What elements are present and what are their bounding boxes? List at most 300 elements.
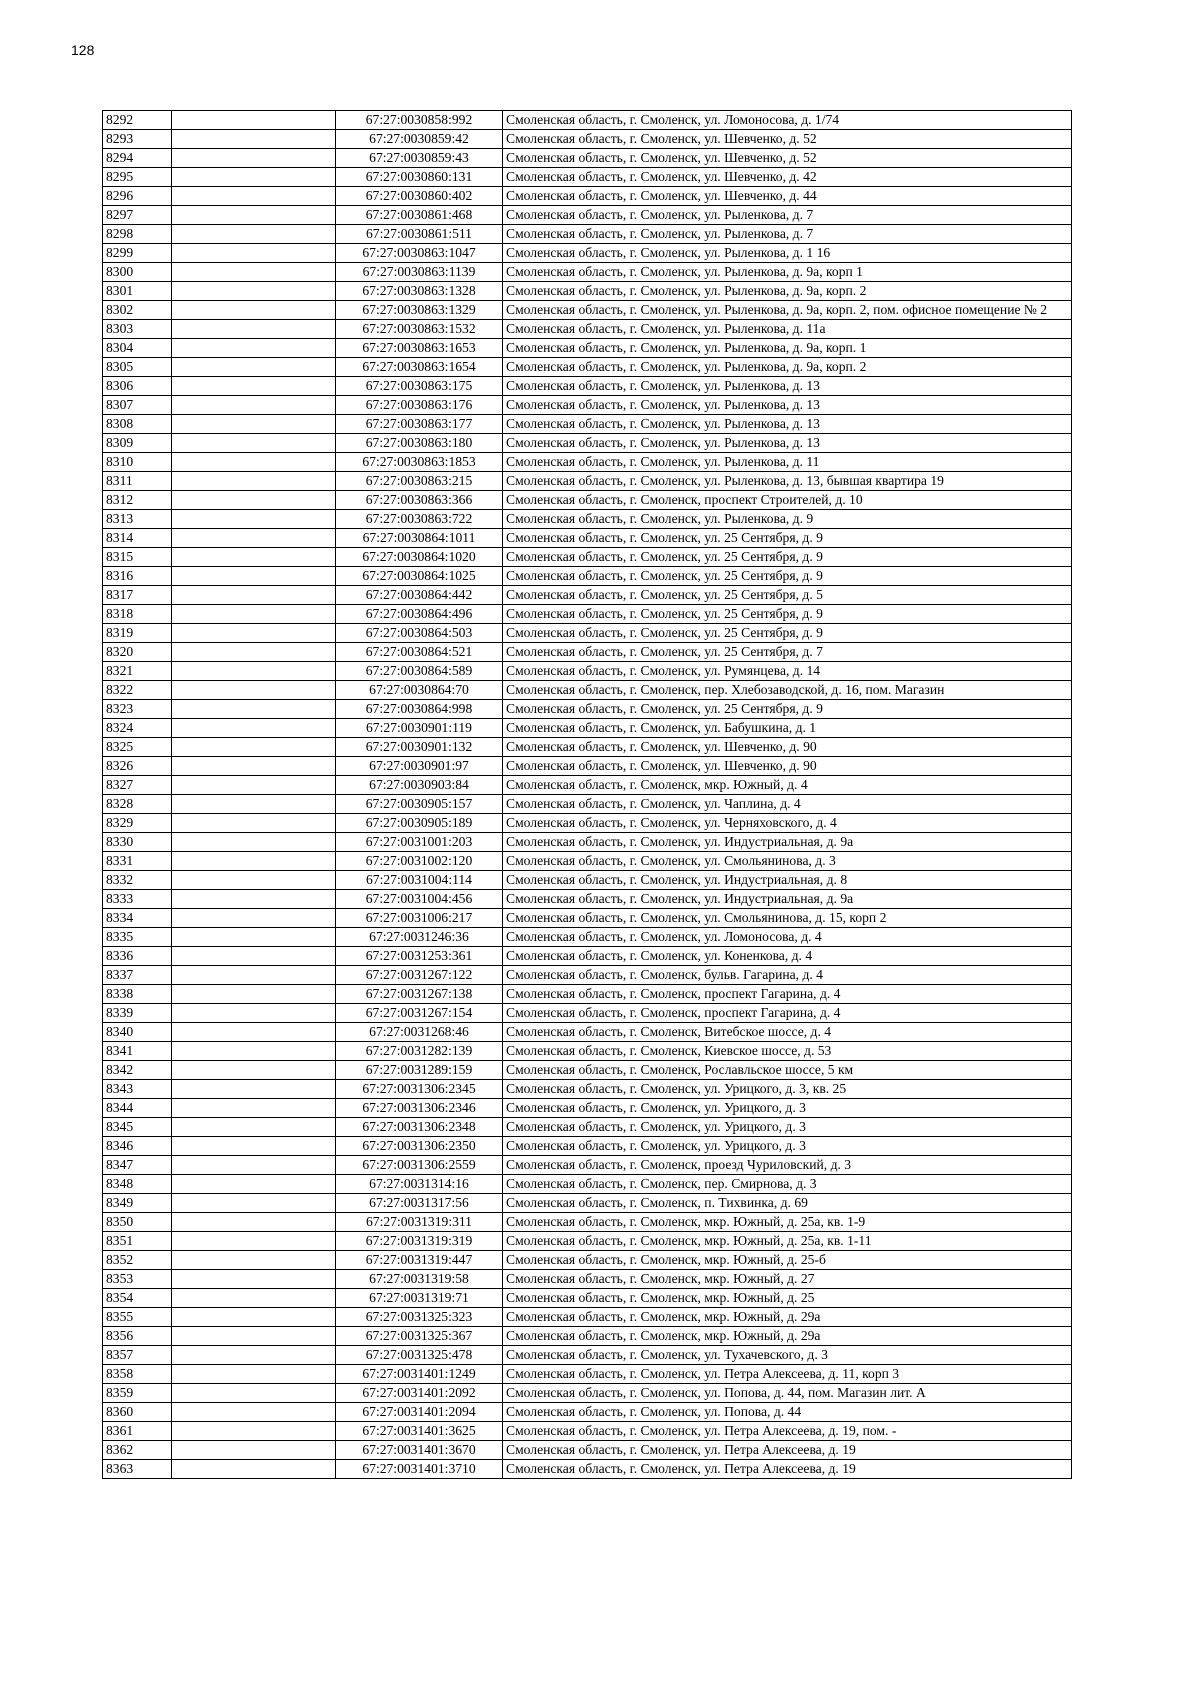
address-cell: Смоленская область, г. Смоленск, мкр. Южный, д. 4: [503, 776, 1072, 795]
table-row: [103, 643, 1072, 662]
row-number-cell: 8337: [103, 966, 172, 985]
address-cell: Смоленская область, г. Смоленск, ул. Попова, д. 44: [503, 1403, 1072, 1422]
address-cell: Смоленская область, г. Смоленск, ул. Смольянинова, д. 3: [503, 852, 1072, 871]
cadastral-number-cell: 67:27:0031401:2094: [336, 1403, 503, 1422]
address-cell: Смоленская область, г. Смоленск, ул. Урицкого, д. 3: [503, 1137, 1072, 1156]
cadastral-number-cell: 67:27:0030864:442: [336, 586, 503, 605]
row-number-cell: 8294: [103, 149, 172, 168]
row-number-cell: 8302: [103, 301, 172, 320]
table-row: [103, 871, 1072, 890]
row-number-cell: 8318: [103, 605, 172, 624]
cadastral-number-cell: 67:27:0030863:1329: [336, 301, 503, 320]
row-number-cell: 8295: [103, 168, 172, 187]
address-cell: Смоленская область, г. Смоленск, ул. Рыленкова, д. 1 16: [503, 244, 1072, 263]
cadastral-number-cell: 67:27:0030901:97: [336, 757, 503, 776]
empty-cell: [172, 377, 336, 396]
address-cell: Смоленская область, г. Смоленск, ул. 25 Сентября, д. 9: [503, 548, 1072, 567]
cadastral-number-cell: 67:27:0031314:16: [336, 1175, 503, 1194]
table-row: [103, 833, 1072, 852]
empty-cell: [172, 206, 336, 225]
empty-cell: [172, 111, 336, 130]
empty-cell: [172, 1289, 336, 1308]
table-row: [103, 510, 1072, 529]
row-number-cell: 8315: [103, 548, 172, 567]
empty-cell: [172, 1061, 336, 1080]
table-row: [103, 1156, 1072, 1175]
empty-cell: [172, 947, 336, 966]
cadastral-number-cell: 67:27:0030903:84: [336, 776, 503, 795]
row-number-cell: 8352: [103, 1251, 172, 1270]
empty-cell: [172, 320, 336, 339]
table-row: [103, 814, 1072, 833]
cadastral-number-cell: 67:27:0031004:114: [336, 871, 503, 890]
cadastral-number-cell: 67:27:0031306:2345: [336, 1080, 503, 1099]
empty-cell: [172, 168, 336, 187]
address-cell: Смоленская область, г. Смоленск, ул. 25 Сентября, д. 5: [503, 586, 1072, 605]
row-number-cell: 8300: [103, 263, 172, 282]
row-number-cell: 8361: [103, 1422, 172, 1441]
row-number-cell: 8314: [103, 529, 172, 548]
empty-cell: [172, 814, 336, 833]
table-row: [103, 149, 1072, 168]
table-row: [103, 662, 1072, 681]
row-number-cell: 8319: [103, 624, 172, 643]
table-row: [103, 1232, 1072, 1251]
table-row: [103, 757, 1072, 776]
address-cell: Смоленская область, г. Смоленск, пер. Хлебозаводской, д. 16, пом. Магазин: [503, 681, 1072, 700]
empty-cell: [172, 339, 336, 358]
row-number-cell: 8322: [103, 681, 172, 700]
row-number-cell: 8358: [103, 1365, 172, 1384]
row-number-cell: 8309: [103, 434, 172, 453]
table-row: [103, 605, 1072, 624]
row-number-cell: 8340: [103, 1023, 172, 1042]
address-cell: Смоленская область, г. Смоленск, ул. Рыленкова, д. 13: [503, 434, 1072, 453]
row-number-cell: 8324: [103, 719, 172, 738]
table-row: [103, 491, 1072, 510]
row-number-cell: 8341: [103, 1042, 172, 1061]
empty-cell: [172, 586, 336, 605]
cadastral-number-cell: 67:27:0030864:1011: [336, 529, 503, 548]
cadastral-number-cell: 67:27:0031319:58: [336, 1270, 503, 1289]
empty-cell: [172, 244, 336, 263]
cadastral-number-cell: 67:27:0031268:46: [336, 1023, 503, 1042]
empty-cell: [172, 130, 336, 149]
row-number-cell: 8316: [103, 567, 172, 586]
table-row: [103, 1270, 1072, 1289]
address-cell: Смоленская область, г. Смоленск, бульв. Гагарина, д. 4: [503, 966, 1072, 985]
cadastral-number-cell: 67:27:0031401:1249: [336, 1365, 503, 1384]
empty-cell: [172, 225, 336, 244]
empty-cell: [172, 643, 336, 662]
row-number-cell: 8327: [103, 776, 172, 795]
address-cell: Смоленская область, г. Смоленск, ул. 25 Сентября, д. 9: [503, 567, 1072, 586]
table-row: [103, 1080, 1072, 1099]
table-row: [103, 738, 1072, 757]
table-row: [103, 1289, 1072, 1308]
table-row: [103, 1384, 1072, 1403]
address-cell: Смоленская область, г. Смоленск, ул. Индустриальная, д. 8: [503, 871, 1072, 890]
table-body: [103, 111, 1072, 1479]
address-cell: Смоленская область, г. Смоленск, ул. Рыленкова, д. 9а, корп. 2: [503, 282, 1072, 301]
address-cell: Смоленская область, г. Смоленск, ул. Рыленкова, д. 9а, корп. 2, пом. офисное помещение № 2: [503, 301, 1072, 320]
table-row: [103, 795, 1072, 814]
row-number-cell: 8354: [103, 1289, 172, 1308]
row-number-cell: 8355: [103, 1308, 172, 1327]
table-row: [103, 1118, 1072, 1137]
row-number-cell: 8313: [103, 510, 172, 529]
address-cell: Смоленская область, г. Смоленск, ул. Петра Алексеева, д. 19, пом. -: [503, 1422, 1072, 1441]
cadastral-number-cell: 67:27:0031325:323: [336, 1308, 503, 1327]
empty-cell: [172, 1270, 336, 1289]
address-cell: Смоленская область, г. Смоленск, ул. Смольянинова, д. 15, корп 2: [503, 909, 1072, 928]
row-number-cell: 8312: [103, 491, 172, 510]
empty-cell: [172, 605, 336, 624]
address-cell: Смоленская область, г. Смоленск, ул. Румянцева, д. 14: [503, 662, 1072, 681]
empty-cell: [172, 1460, 336, 1479]
address-cell: Смоленская область, г. Смоленск, ул. Шевченко, д. 52: [503, 149, 1072, 168]
empty-cell: [172, 1308, 336, 1327]
cadastral-number-cell: 67:27:0031267:154: [336, 1004, 503, 1023]
cadastral-number-cell: 67:27:0030901:119: [336, 719, 503, 738]
address-cell: Смоленская область, г. Смоленск, ул. Рыленкова, д. 11а: [503, 320, 1072, 339]
cadastral-number-cell: 67:27:0030864:496: [336, 605, 503, 624]
address-cell: Смоленская область, г. Смоленск, пер. Смирнова, д. 3: [503, 1175, 1072, 1194]
cadastral-number-cell: 67:27:0030864:503: [336, 624, 503, 643]
cadastral-number-cell: 67:27:0030864:70: [336, 681, 503, 700]
row-number-cell: 8323: [103, 700, 172, 719]
address-cell: Смоленская область, г. Смоленск, ул. Петра Алексеева, д. 19: [503, 1460, 1072, 1479]
address-cell: Смоленская область, г. Смоленск, ул. Чаплина, д. 4: [503, 795, 1072, 814]
row-number-cell: 8321: [103, 662, 172, 681]
table-row: [103, 1004, 1072, 1023]
cadastral-number-cell: 67:27:0030864:998: [336, 700, 503, 719]
table-row: [103, 966, 1072, 985]
address-cell: Смоленская область, г. Смоленск, ул. Шевченко, д. 44: [503, 187, 1072, 206]
address-cell: Смоленская область, г. Смоленск, ул. Рыленкова, д. 7: [503, 225, 1072, 244]
table-row: [103, 1422, 1072, 1441]
address-cell: Смоленская область, г. Смоленск, мкр. Южный, д. 25а, кв. 1-11: [503, 1232, 1072, 1251]
empty-cell: [172, 757, 336, 776]
row-number-cell: 8297: [103, 206, 172, 225]
address-cell: Смоленская область, г. Смоленск, ул. Коненкова, д. 4: [503, 947, 1072, 966]
address-cell: Смоленская область, г. Смоленск, п. Тихвинка, д. 69: [503, 1194, 1072, 1213]
empty-cell: [172, 567, 336, 586]
row-number-cell: 8311: [103, 472, 172, 491]
row-number-cell: 8331: [103, 852, 172, 871]
row-number-cell: 8346: [103, 1137, 172, 1156]
empty-cell: [172, 966, 336, 985]
table-row: [103, 187, 1072, 206]
row-number-cell: 8298: [103, 225, 172, 244]
cadastral-number-cell: 67:27:0031267:138: [336, 985, 503, 1004]
row-number-cell: 8336: [103, 947, 172, 966]
table-row: [103, 681, 1072, 700]
address-cell: Смоленская область, г. Смоленск, ул. Попова, д. 44, пом. Магазин лит. А: [503, 1384, 1072, 1403]
row-number-cell: 8334: [103, 909, 172, 928]
address-cell: Смоленская область, г. Смоленск, мкр. Южный, д. 25-б: [503, 1251, 1072, 1270]
table-row: [103, 624, 1072, 643]
table-row: [103, 434, 1072, 453]
row-number-cell: 8296: [103, 187, 172, 206]
empty-cell: [172, 149, 336, 168]
table-row: [103, 852, 1072, 871]
row-number-cell: 8348: [103, 1175, 172, 1194]
empty-cell: [172, 301, 336, 320]
table-row: [103, 1251, 1072, 1270]
row-number-cell: 8359: [103, 1384, 172, 1403]
address-cell: Смоленская область, г. Смоленск, проезд Чуриловский, д. 3: [503, 1156, 1072, 1175]
address-cell: Смоленская область, г. Смоленск, ул. Рыленкова, д. 9а, корп. 2: [503, 358, 1072, 377]
empty-cell: [172, 833, 336, 852]
table-row: [103, 548, 1072, 567]
table-row: [103, 206, 1072, 225]
empty-cell: [172, 1441, 336, 1460]
row-number-cell: 8303: [103, 320, 172, 339]
cadastral-number-cell: 67:27:0031401:3670: [336, 1441, 503, 1460]
cadastral-number-cell: 67:27:0030864:589: [336, 662, 503, 681]
table-row: [103, 1460, 1072, 1479]
table-row: [103, 472, 1072, 491]
row-number-cell: 8306: [103, 377, 172, 396]
cadastral-number-cell: 67:27:0030863:1654: [336, 358, 503, 377]
address-cell: Смоленская область, г. Смоленск, ул. Петра Алексеева, д. 19: [503, 1441, 1072, 1460]
row-number-cell: 8338: [103, 985, 172, 1004]
address-cell: Смоленская область, г. Смоленск, ул. Шевченко, д. 42: [503, 168, 1072, 187]
table-row: [103, 1327, 1072, 1346]
table-row: [103, 1346, 1072, 1365]
table-row: [103, 168, 1072, 187]
cadastral-number-cell: 67:27:0030863:177: [336, 415, 503, 434]
cadastral-number-cell: 67:27:0030863:180: [336, 434, 503, 453]
empty-cell: [172, 1004, 336, 1023]
row-number-cell: 8360: [103, 1403, 172, 1422]
row-number-cell: 8317: [103, 586, 172, 605]
cadastral-number-cell: 67:27:0030863:175: [336, 377, 503, 396]
table-row: [103, 928, 1072, 947]
empty-cell: [172, 282, 336, 301]
table-row: [103, 130, 1072, 149]
cadastral-number-cell: 67:27:0030905:157: [336, 795, 503, 814]
address-cell: Смоленская область, г. Смоленск, ул. Рыленкова, д. 7: [503, 206, 1072, 225]
table-row: [103, 1365, 1072, 1384]
empty-cell: [172, 1118, 336, 1137]
empty-cell: [172, 187, 336, 206]
cadastral-number-cell: 67:27:0030864:1020: [336, 548, 503, 567]
address-cell: Смоленская область, г. Смоленск, мкр. Южный, д. 25а, кв. 1-9: [503, 1213, 1072, 1232]
row-number-cell: 8347: [103, 1156, 172, 1175]
cadastral-number-cell: 67:27:0031306:2348: [336, 1118, 503, 1137]
row-number-cell: 8353: [103, 1270, 172, 1289]
address-cell: Смоленская область, г. Смоленск, ул. 25 Сентября, д. 7: [503, 643, 1072, 662]
row-number-cell: 8344: [103, 1099, 172, 1118]
table-row: [103, 301, 1072, 320]
empty-cell: [172, 491, 336, 510]
address-cell: Смоленская область, г. Смоленск, ул. Урицкого, д. 3: [503, 1118, 1072, 1137]
address-cell: Смоленская область, г. Смоленск, ул. Индустриальная, д. 9а: [503, 890, 1072, 909]
row-number-cell: 8356: [103, 1327, 172, 1346]
empty-cell: [172, 909, 336, 928]
address-cell: Смоленская область, г. Смоленск, ул. Шевченко, д. 90: [503, 757, 1072, 776]
cadastral-number-cell: 67:27:0030858:992: [336, 111, 503, 130]
empty-cell: [172, 1080, 336, 1099]
cadastral-number-cell: 67:27:0030863:1853: [336, 453, 503, 472]
table-row: [103, 586, 1072, 605]
address-cell: Смоленская область, г. Смоленск, мкр. Южный, д. 29а: [503, 1308, 1072, 1327]
address-cell: Смоленская область, г. Смоленск, Киевское шоссе, д. 53: [503, 1042, 1072, 1061]
row-number-cell: 8310: [103, 453, 172, 472]
row-number-cell: 8305: [103, 358, 172, 377]
row-number-cell: 8326: [103, 757, 172, 776]
empty-cell: [172, 396, 336, 415]
row-number-cell: 8357: [103, 1346, 172, 1365]
address-cell: Смоленская область, г. Смоленск, мкр. Южный, д. 25: [503, 1289, 1072, 1308]
table-row: [103, 377, 1072, 396]
address-cell: Смоленская область, г. Смоленск, ул. 25 Сентября, д. 9: [503, 529, 1072, 548]
row-number-cell: 8308: [103, 415, 172, 434]
empty-cell: [172, 453, 336, 472]
cadastral-number-cell: 67:27:0030863:1139: [336, 263, 503, 282]
address-cell: Смоленская область, г. Смоленск, ул. Шевченко, д. 52: [503, 130, 1072, 149]
address-cell: Смоленская область, г. Смоленск, ул. Рыленкова, д. 9а, корп 1: [503, 263, 1072, 282]
row-number-cell: 8299: [103, 244, 172, 263]
table-row: [103, 1175, 1072, 1194]
row-number-cell: 8350: [103, 1213, 172, 1232]
cadastral-number-cell: 67:27:0030901:132: [336, 738, 503, 757]
cadastral-number-cell: 67:27:0031319:447: [336, 1251, 503, 1270]
row-number-cell: 8349: [103, 1194, 172, 1213]
table-row: [103, 1061, 1072, 1080]
table-row: [103, 225, 1072, 244]
row-number-cell: 8343: [103, 1080, 172, 1099]
address-cell: Смоленская область, г. Смоленск, ул. Ломоносова, д. 1/74: [503, 111, 1072, 130]
address-cell: Смоленская область, г. Смоленск, ул. Урицкого, д. 3: [503, 1099, 1072, 1118]
empty-cell: [172, 1042, 336, 1061]
table-row: [103, 1308, 1072, 1327]
cadastral-number-cell: 67:27:0030860:131: [336, 168, 503, 187]
table-row: [103, 1042, 1072, 1061]
cadastral-number-cell: 67:27:0030863:1328: [336, 282, 503, 301]
row-number-cell: 8304: [103, 339, 172, 358]
cadastral-number-cell: 67:27:0031325:478: [336, 1346, 503, 1365]
table-row: [103, 1099, 1072, 1118]
table-row: [103, 1194, 1072, 1213]
row-number-cell: 8345: [103, 1118, 172, 1137]
table-row: [103, 1213, 1072, 1232]
table-row: [103, 396, 1072, 415]
cadastral-number-cell: 67:27:0030859:43: [336, 149, 503, 168]
address-cell: Смоленская область, г. Смоленск, ул. Урицкого, д. 3, кв. 25: [503, 1080, 1072, 1099]
cadastral-number-cell: 67:27:0031319:311: [336, 1213, 503, 1232]
row-number-cell: 8339: [103, 1004, 172, 1023]
cadastral-number-cell: 67:27:0031001:203: [336, 833, 503, 852]
empty-cell: [172, 358, 336, 377]
row-number-cell: 8325: [103, 738, 172, 757]
address-cell: Смоленская область, г. Смоленск, ул. 25 Сентября, д. 9: [503, 700, 1072, 719]
row-number-cell: 8293: [103, 130, 172, 149]
empty-cell: [172, 681, 336, 700]
cadastral-number-cell: 67:27:0030859:42: [336, 130, 503, 149]
address-cell: Смоленская область, г. Смоленск, Витебское шоссе, д. 4: [503, 1023, 1072, 1042]
empty-cell: [172, 871, 336, 890]
empty-cell: [172, 1175, 336, 1194]
cadastral-number-cell: 67:27:0030863:722: [336, 510, 503, 529]
cadastral-number-cell: 67:27:0031246:36: [336, 928, 503, 947]
cadastral-number-cell: 67:27:0030905:189: [336, 814, 503, 833]
empty-cell: [172, 738, 336, 757]
cadastral-number-cell: 67:27:0031289:159: [336, 1061, 503, 1080]
address-cell: Смоленская область, г. Смоленск, ул. Рыленкова, д. 11: [503, 453, 1072, 472]
table-row: [103, 453, 1072, 472]
cadastral-number-cell: 67:27:0031401:3710: [336, 1460, 503, 1479]
address-cell: Смоленская область, г. Смоленск, ул. Рыленкова, д. 13: [503, 415, 1072, 434]
cadastral-number-cell: 67:27:0031267:122: [336, 966, 503, 985]
cadastral-number-cell: 67:27:0030864:1025: [336, 567, 503, 586]
empty-cell: [172, 776, 336, 795]
empty-cell: [172, 1099, 336, 1118]
empty-cell: [172, 434, 336, 453]
cadastral-number-cell: 67:27:0030861:511: [336, 225, 503, 244]
table-row: [103, 1137, 1072, 1156]
empty-cell: [172, 1422, 336, 1441]
empty-cell: [172, 263, 336, 282]
empty-cell: [172, 472, 336, 491]
address-cell: Смоленская область, г. Смоленск, ул. Рыленкова, д. 13, бывшая квартира 19: [503, 472, 1072, 491]
empty-cell: [172, 1403, 336, 1422]
row-number-cell: 8351: [103, 1232, 172, 1251]
empty-cell: [172, 852, 336, 871]
address-cell: Смоленская область, г. Смоленск, ул. 25 Сентября, д. 9: [503, 605, 1072, 624]
row-number-cell: 8320: [103, 643, 172, 662]
address-cell: Смоленская область, г. Смоленск, ул. 25 Сентября, д. 9: [503, 624, 1072, 643]
address-cell: Смоленская область, г. Смоленск, мкр. Южный, д. 27: [503, 1270, 1072, 1289]
table-row: [103, 358, 1072, 377]
row-number-cell: 8333: [103, 890, 172, 909]
empty-cell: [172, 1365, 336, 1384]
empty-cell: [172, 1137, 336, 1156]
row-number-cell: 8307: [103, 396, 172, 415]
cadastral-number-cell: 67:27:0031006:217: [336, 909, 503, 928]
empty-cell: [172, 415, 336, 434]
row-number-cell: 8335: [103, 928, 172, 947]
cadastral-number-cell: 67:27:0030861:468: [336, 206, 503, 225]
cadastral-number-cell: 67:27:0031306:2350: [336, 1137, 503, 1156]
table-row: [103, 985, 1072, 1004]
address-cell: Смоленская область, г. Смоленск, проспект Строителей, д. 10: [503, 491, 1072, 510]
cadastral-number-cell: 67:27:0031319:319: [336, 1232, 503, 1251]
table-row: [103, 909, 1072, 928]
address-cell: Смоленская область, г. Смоленск, ул. Петра Алексеева, д. 11, корп 3: [503, 1365, 1072, 1384]
address-cell: Смоленская область, г. Смоленск, ул. Черняховского, д. 4: [503, 814, 1072, 833]
table-row: [103, 719, 1072, 738]
empty-cell: [172, 1194, 336, 1213]
table-row: [103, 700, 1072, 719]
row-number-cell: 8362: [103, 1441, 172, 1460]
empty-cell: [172, 624, 336, 643]
address-cell: Смоленская область, г. Смоленск, ул. Ломоносова, д. 4: [503, 928, 1072, 947]
address-cell: Смоленская область, г. Смоленск, ул. Рыленкова, д. 9а, корп. 1: [503, 339, 1072, 358]
cadastral-number-cell: 67:27:0030863:1047: [336, 244, 503, 263]
address-cell: Смоленская область, г. Смоленск, ул. Индустриальная, д. 9а: [503, 833, 1072, 852]
row-number-cell: 8363: [103, 1460, 172, 1479]
table-row: [103, 1023, 1072, 1042]
empty-cell: [172, 1232, 336, 1251]
empty-cell: [172, 928, 336, 947]
table-row: [103, 415, 1072, 434]
empty-cell: [172, 1346, 336, 1365]
table-row: [103, 339, 1072, 358]
cadastral-number-cell: 67:27:0031253:361: [336, 947, 503, 966]
